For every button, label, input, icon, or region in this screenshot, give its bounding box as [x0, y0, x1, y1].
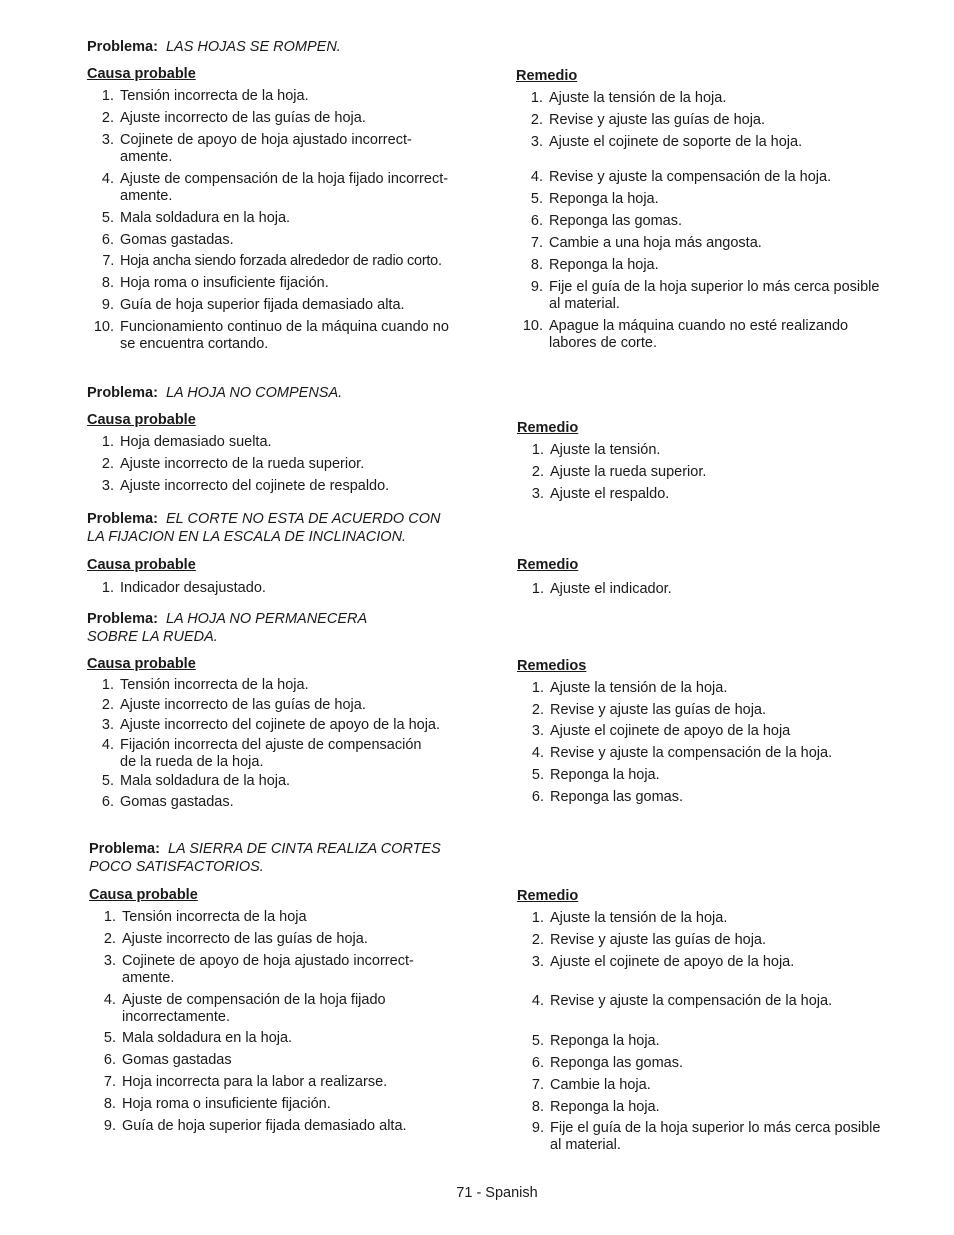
remedy-item: 3. Ajuste el cojinete de apoyo de la hoja — [531, 723, 791, 739]
problem-title-5: Problema: LA SIERRA DE CINTA REALIZA CORTES POCO SATISFACTORIOS. — [89, 841, 441, 875]
remedy-item: 10. Apague la máquina cuando no esté realizando labores de corte. — [522, 318, 849, 351]
cause-item: 4. Ajuste de compensación de la hoja fijado incorrect- amente. — [101, 171, 449, 204]
cause-header-4: Causa probable — [87, 656, 196, 672]
cause-item: 6. Gomas gastadas. — [101, 794, 234, 810]
remedy-item: 1. Ajuste la tensión. — [531, 442, 661, 458]
cause-item: 7. Hoja ancha siendo forzada alrededor de radio corto. — [102, 253, 442, 269]
problem-title-2: Problema: LA HOJA NO COMPENSA. — [87, 385, 343, 401]
remedy-item: 6. Reponga las gomas. — [531, 1055, 683, 1071]
remedy-item: 7. Cambie a una hoja más angosta. — [530, 235, 762, 251]
remedy-item: 1. Ajuste la tensión de la hoja. — [530, 90, 727, 106]
cause-item: 5. Mala soldadura en la hoja. — [101, 210, 291, 226]
cause-item: 3. Ajuste incorrecto del cojinete de respaldo. — [101, 478, 390, 494]
remedy-header-3: Remedio — [517, 557, 579, 573]
remedy-item: 8. Reponga la hoja. — [530, 257, 659, 273]
remedy-item: 8. Reponga la hoja. — [531, 1099, 660, 1115]
remedy-item: 9. Fije el guía de la hoja superior lo más cerca posible al material. — [531, 1120, 881, 1153]
remedy-item: 3. Ajuste el cojinete de soporte de la hoja. — [530, 134, 803, 150]
cause-header-3: Causa probable — [87, 557, 196, 573]
remedy-item: 4. Revise y ajuste la compensación de la hoja. — [531, 745, 833, 761]
cause-item: 1. Hoja demasiado suelta. — [101, 434, 272, 450]
remedy-item: 3. Ajuste el cojinete de apoyo de la hoja. — [531, 954, 795, 970]
remedy-item: 9. Fije el guía de la hoja superior lo más cerca posible al material. — [530, 279, 880, 312]
remedy-item: 4. Revise y ajuste la compensación de la hoja. — [531, 993, 833, 1009]
problem-title-3: Problema: EL CORTE NO ESTA DE ACUERDO CON LA FIJACION EN LA ESCALA DE INCLINACION. — [87, 511, 441, 545]
cause-item: 6. Gomas gastadas. — [101, 232, 234, 248]
cause-header-2: Causa probable — [87, 412, 196, 428]
remedy-item: 4. Revise y ajuste la compensación de la hoja. — [530, 169, 832, 185]
cause-item: 9. Guía de hoja superior fijada demasiado alta. — [101, 297, 405, 313]
remedy-item: 2. Revise y ajuste las guías de hoja. — [531, 702, 767, 718]
cause-item: 1. Indicador desajustado. — [101, 580, 266, 596]
cause-item: 1. Tensión incorrecta de la hoja. — [101, 88, 309, 104]
remedy-item: 3. Ajuste el respaldo. — [531, 486, 670, 502]
cause-item: 9. Guía de hoja superior fijada demasiado alta. — [103, 1118, 407, 1134]
cause-item: 5. Mala soldadura en la hoja. — [103, 1030, 293, 1046]
remedy-item: 2. Revise y ajuste las guías de hoja. — [530, 112, 766, 128]
remedy-item: 5. Reponga la hoja. — [531, 1033, 660, 1049]
problem-title-1: Problema: LAS HOJAS SE ROMPEN. — [87, 39, 341, 55]
cause-item: 3. Cojinete de apoyo de hoja ajustado incorrect- amente. — [101, 132, 412, 165]
cause-item: 1. Tensión incorrecta de la hoja. — [101, 677, 309, 693]
remedy-item: 5. Reponga la hoja. — [530, 191, 659, 207]
remedy-item: 5. Reponga la hoja. — [531, 767, 660, 783]
remedy-item: 1. Ajuste la tensión de la hoja. — [531, 910, 728, 926]
cause-item: 2. Ajuste incorrecto de la rueda superior. — [101, 456, 365, 472]
remedy-item: 6. Reponga las gomas. — [530, 213, 682, 229]
cause-item: 8. Hoja roma o insuficiente fijación. — [103, 1096, 331, 1112]
cause-header-1: Causa probable — [87, 66, 196, 82]
cause-item: 8. Hoja roma o insuficiente fijación. — [101, 275, 329, 291]
cause-item: 10. Funcionamiento continuo de la máquina cuando no se encuentra cortando. — [93, 319, 449, 352]
cause-item: 2. Ajuste incorrecto de las guías de hoja. — [103, 931, 368, 947]
cause-item: 4. Fijación incorrecta del ajuste de compensación de la rueda de la hoja. — [101, 737, 422, 770]
remedy-header-4: Remedios — [517, 658, 587, 674]
cause-item: 7. Hoja incorrecta para la labor a realizarse. — [103, 1074, 388, 1090]
remedy-item: 2. Revise y ajuste las guías de hoja. — [531, 932, 767, 948]
cause-item: 5. Mala soldadura de la hoja. — [101, 773, 291, 789]
problem-title-4: Problema: LA HOJA NO PERMANECERA SOBRE LA RUEDA. — [87, 611, 368, 645]
cause-item: 2. Ajuste incorrecto de las guías de hoja. — [101, 110, 366, 126]
page-footer: 71 - Spanish — [456, 1185, 538, 1201]
cause-header-5: Causa probable — [89, 887, 198, 903]
remedy-header-2: Remedio — [517, 420, 579, 436]
remedy-header-1: Remedio — [516, 68, 578, 84]
cause-item: 2. Ajuste incorrecto de las guías de hoja. — [101, 697, 366, 713]
cause-item: 4. Ajuste de compensación de la hoja fijado incorrectamente. — [103, 992, 386, 1025]
cause-item: 1. Tensión incorrecta de la hoja — [103, 909, 307, 925]
remedy-item: 7. Cambie la hoja. — [531, 1077, 651, 1093]
cause-item: 3. Ajuste incorrecto del cojinete de apoyo de la hoja. — [101, 717, 441, 733]
remedy-item: 1. Ajuste el indicador. — [531, 581, 672, 597]
remedy-header-5: Remedio — [517, 888, 579, 904]
remedy-item: 1. Ajuste la tensión de la hoja. — [531, 680, 728, 696]
remedy-item: 6. Reponga las gomas. — [531, 789, 683, 805]
cause-item: 6. Gomas gastadas — [103, 1052, 232, 1068]
remedy-item: 2. Ajuste la rueda superior. — [531, 464, 707, 480]
cause-item: 3. Cojinete de apoyo de hoja ajustado incorrect- amente. — [103, 953, 414, 986]
